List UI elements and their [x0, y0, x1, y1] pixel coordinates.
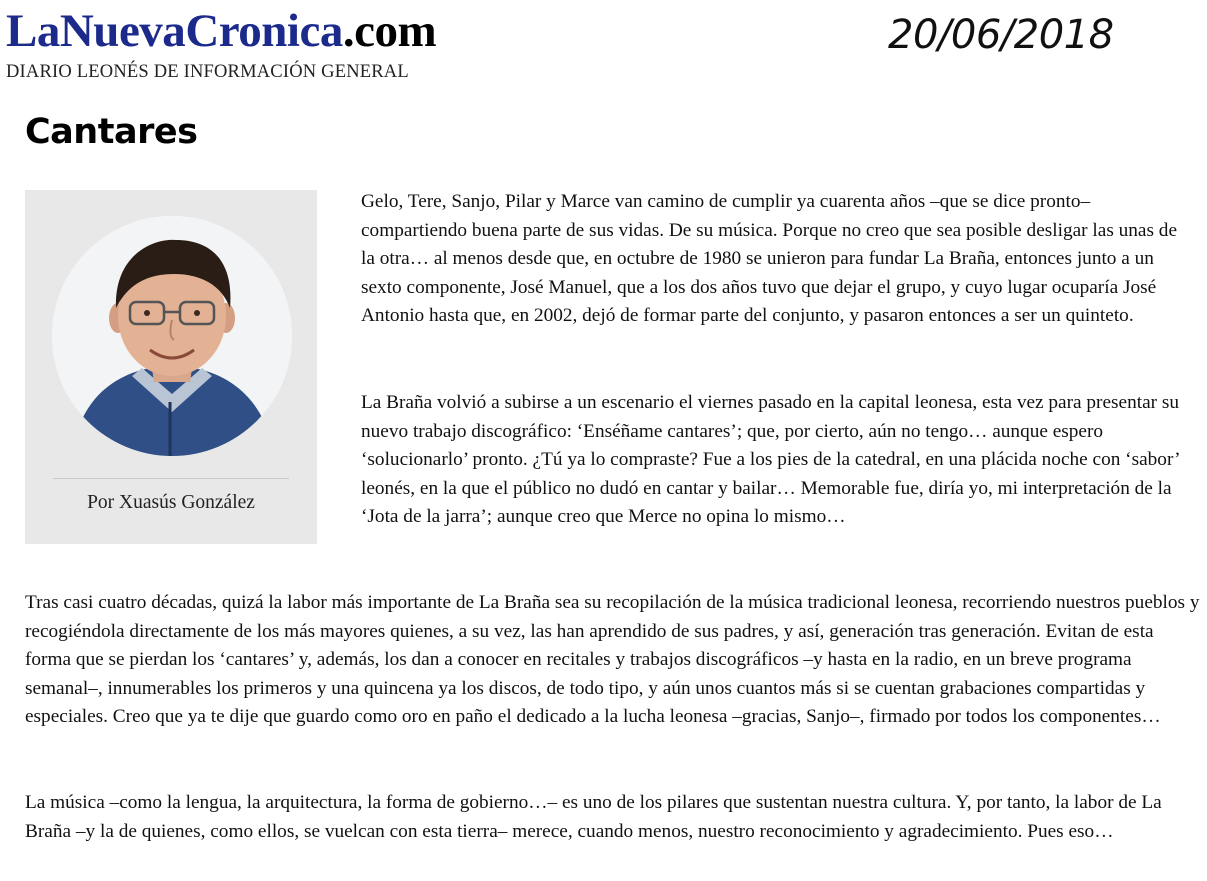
logo-part-nueva: Nueva [59, 5, 186, 57]
publication-date: 20/06/2018 [888, 12, 1114, 58]
logo-part-com: .com [342, 5, 437, 57]
brand-block [6, 4, 436, 83]
logo-part-la: La [6, 5, 60, 57]
article-title: Cantares [25, 112, 198, 152]
author-box [25, 190, 317, 544]
author-photo [52, 216, 292, 456]
site-tagline: DIARIO LEONÉS DE INFORMACIÓN GENERAL [6, 62, 409, 82]
article-paragraph-2: La Braña volvió a subirse a un escenario el viernes pasado en la capital leonesa, esta vez para presentar su nuevo trabajo discográfico: ‘Enséñame cantares’; que, por cierto, aún no tengo… aunque espero ‘solucionarlo’ pronto. ¿Tú ya lo compraste? Fue a los pies de la catedral, en una plácida noche con ‘sabor’ leonés, en la que el público no dudó en cantar y bailar… Memorable fue, diría yo, mi interpretación de la ‘Jota de la jarra’; aunque creo que Merce no opina lo mismo… [361, 392, 1180, 528]
author-byline[interactable]: Por Xuasús González [87, 492, 255, 513]
site-logo[interactable] [6, 4, 436, 58]
article-paragraph-1: Gelo, Tere, Sanjo, Pilar y Marce van camino de cumplir ya cuarenta años –que se dice pronto– compartiendo buena parte de sus vidas. De su música. Porque no creo que sea posible desligar las unas de la otra… al menos desde que, en octubre de 1980 se unieron para fundar La Braña, entonces junto a un sexto componente, José Manuel, que a los dos años tuvo que dejar el grupo, y cuyo lugar ocuparía José Antonio hasta que, en 2002, dejó de formar parte del conjunto, y pasaron entonces a ser un quinteto. [361, 191, 1178, 327]
logo-part-cronica: Cronica [185, 5, 343, 57]
author-divider [53, 478, 289, 479]
article-paragraph-3: Tras casi cuatro décadas, quizá la labor más importante de La Braña sea su recopilación de la música tradicional leonesa, recorriendo nuestros pueblos y recogiéndola directamente de los más mayores quienes, a su vez, las han aprendido de sus padres, y así, generación tras generación. Evitan de esta forma que se pierdan los ‘cantares’ y, además, los dan a conocer en recitales y trabajos discográficos –y hasta en la radio, en un breve programa semanal–, innumerables los primeros y una quincena ya los discos, de todo tipo, y aún unos cuantos más si se cuentan grabaciones compartidas y especiales. Creo que ya te dije que guardo como oro en paño el dedicado a la lucha leonesa –gracias, Sanjo–, firmado por todos los componentes… [25, 592, 1200, 728]
article-paragraph-4: La música –como la lengua, la arquitectura, la forma de gobierno…– es uno de los pilares que sustentan nuestra cultura. Y, por tanto, la labor de La Braña –y la de quienes, como ellos, se vuelcan con esta tierra– merece, cuando menos, nuestro reconocimiento y agradecimiento. Pues eso… [25, 792, 1162, 842]
author-portrait-image [52, 216, 292, 456]
